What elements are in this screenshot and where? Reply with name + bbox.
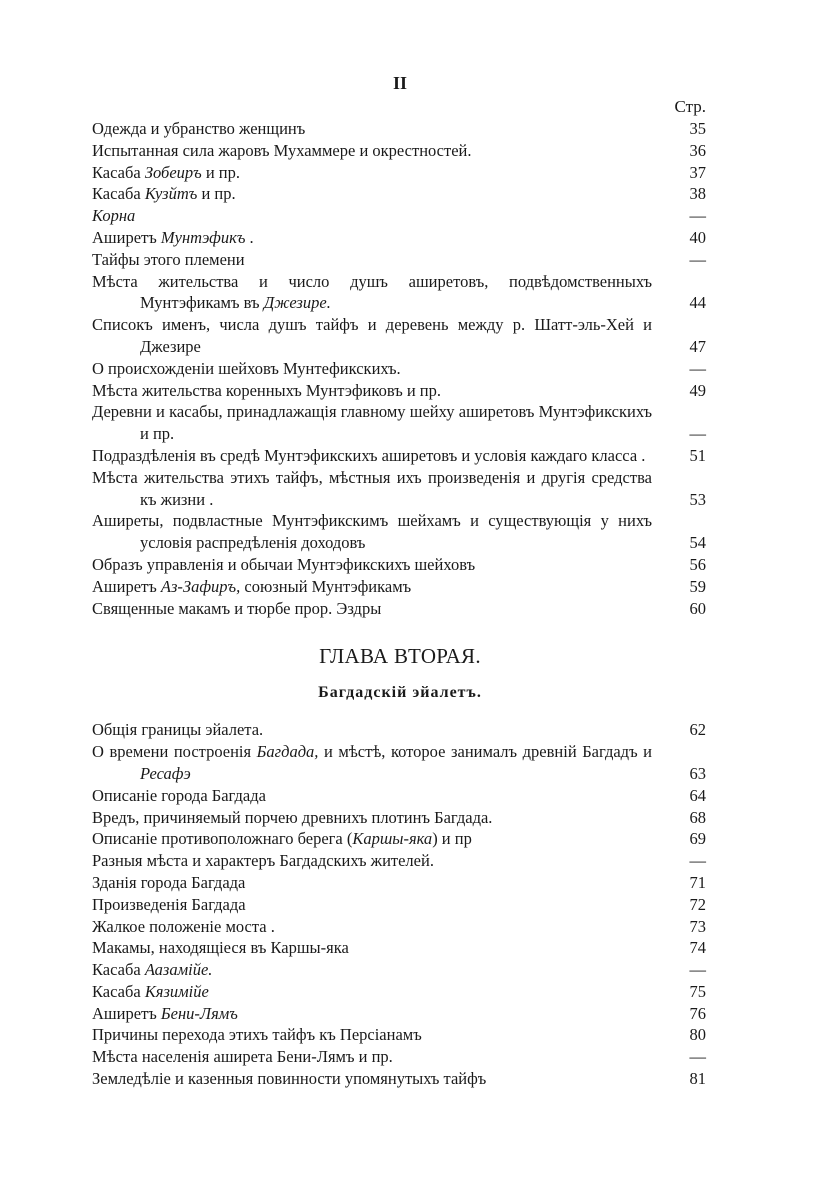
toc-entry: [92, 741, 708, 785]
toc-entry-text: Списокъ именъ, числа душъ тайфъ и деревень между р. Шатт-эль-Хей и Джезире: [92, 315, 652, 356]
toc-entry-title: [92, 162, 666, 184]
toc-entry-text: Аширетъ: [92, 576, 161, 596]
toc-entry-italic-text: Джезире.: [263, 293, 331, 313]
toc-entry-page: 44: [689, 293, 706, 313]
toc-entry-page: 51: [689, 445, 706, 465]
toc-entry: [92, 314, 708, 358]
toc-entry-text: Испытанная сила жаровъ Мухаммере и окрестностей.: [92, 140, 472, 160]
toc-entry-page: —: [689, 1047, 706, 1067]
toc-entry-title: [92, 1003, 666, 1025]
toc-entry-page: 54: [689, 533, 706, 553]
toc-entry-title: [92, 271, 666, 315]
toc-entry: [92, 828, 708, 850]
toc-entry-title: [92, 981, 666, 1003]
toc-entry-italic-text: Ресафэ: [140, 763, 191, 783]
toc-entry-title: [92, 445, 666, 467]
toc-entry-text: и пр.: [201, 162, 240, 182]
toc-entry-text: Подраздѣленія въ средѣ Мунтэфикскихъ аширетовъ и условія каждаго класса .: [92, 445, 646, 465]
toc-entry-page: 71: [689, 872, 706, 892]
toc-entry-page: 73: [689, 916, 706, 936]
document-page: [92, 70, 708, 1090]
toc-list-part2: [92, 719, 708, 1090]
toc-entry-title: [92, 401, 666, 445]
toc-entry-title: [92, 467, 666, 511]
toc-entry: [92, 959, 708, 981]
toc-entry-text: Аширеты, подвластные Мунтэфикскимъ шейхамъ и существующія у нихъ условія распредѣленія доходовъ: [92, 511, 652, 553]
toc-entry: [92, 719, 708, 741]
toc-entry-page: 47: [689, 336, 706, 356]
toc-entry-page: 36: [689, 140, 706, 160]
toc-entry-italic-text: Кузйтъ: [144, 184, 198, 204]
toc-entry: [92, 1003, 708, 1025]
toc-entry-page: 74: [689, 938, 706, 958]
toc-entry-page: 56: [689, 554, 706, 574]
toc-entry-title: [92, 183, 666, 205]
toc-entry: [92, 271, 708, 315]
toc-entry: [92, 205, 708, 227]
toc-entry-text: Касаба: [92, 981, 145, 1001]
toc-entry: [92, 554, 708, 576]
toc-entry-text: Касаба: [92, 162, 145, 182]
toc-entry-text: Произведенія Багдада: [92, 894, 246, 914]
toc-entry-text: Касаба: [92, 960, 145, 980]
section-title: Багдадскій эйалетъ.: [318, 684, 482, 702]
toc-entry-page: —: [689, 424, 706, 444]
toc-entry-italic-text: Аз-Зафиръ,: [160, 576, 241, 596]
toc-entry-title: [92, 937, 666, 959]
toc-entry-page: 62: [689, 720, 706, 740]
toc-entry-title: [92, 205, 666, 227]
toc-entry-title: [92, 807, 666, 829]
toc-entry-page: —: [689, 206, 706, 226]
toc-entry-page: 72: [689, 894, 706, 914]
toc-entry-page: 63: [689, 763, 706, 783]
toc-entry-text: Земледѣліе и казенныя повинности упомянутыхъ тайфъ: [92, 1069, 487, 1089]
toc-entry: [92, 1024, 708, 1046]
toc-entry-text: Священные макамъ и тюрбе прор. Эздры: [92, 598, 382, 618]
toc-entry-italic-text: Мунтэфикъ: [160, 227, 246, 247]
toc-entry: [92, 850, 708, 872]
toc-entry-title: [92, 140, 666, 162]
toc-entry-title: [92, 598, 666, 620]
toc-entry-title: [92, 894, 666, 916]
toc-entry-text: ) и пр: [432, 829, 472, 849]
toc-entry: [92, 227, 708, 249]
toc-entry-text: Мѣста жительства этихъ тайфъ, мѣстныя ихъ произведенія и другія средства къ жизни .: [92, 467, 652, 509]
toc-entry-text: О времени построенія: [92, 742, 257, 762]
toc-entry: [92, 1046, 708, 1068]
toc-entry-italic-text: Каршы-яка: [352, 829, 433, 849]
toc-entry: [92, 249, 708, 271]
toc-entry: [92, 872, 708, 894]
toc-entry-title: [92, 850, 666, 872]
toc-entry-page: 38: [689, 184, 706, 204]
toc-entry-page: 60: [689, 598, 706, 618]
toc-entry-title: [92, 719, 666, 741]
toc-entry-page: 76: [689, 1003, 706, 1023]
toc-entry: [92, 916, 708, 938]
toc-entry-text: Одежда и убранство женщинъ: [92, 119, 306, 138]
toc-entry: [92, 140, 708, 162]
toc-entry-title: [92, 510, 666, 554]
toc-entry: [92, 358, 708, 380]
toc-entry-italic-text: Аазамійе.: [144, 960, 213, 980]
toc-entry: [92, 894, 708, 916]
toc-entry-title: [92, 1068, 666, 1090]
toc-entry-page: 40: [689, 227, 706, 247]
toc-entry-text: О происхожденіи шейховъ Мунтефикскихъ.: [92, 358, 401, 378]
toc-entry-title: [92, 118, 666, 140]
toc-entry-title: [92, 1046, 666, 1068]
toc-entry-text: Касаба: [92, 184, 145, 204]
toc-entry-text: .: [245, 227, 254, 247]
toc-entry-page: 81: [689, 1069, 706, 1089]
toc-entry-italic-text: Багдада,: [256, 742, 319, 762]
toc-entry: [92, 785, 708, 807]
toc-entry-text: Описаніе города Багдада: [92, 785, 266, 805]
toc-entry-title: [92, 554, 666, 576]
toc-entry-title: [92, 1024, 666, 1046]
toc-entry-page: 53: [689, 489, 706, 509]
toc-entry: [92, 576, 708, 598]
toc-entry-text: союзный Мунтэфикамъ: [240, 576, 412, 596]
toc-entry-page: 68: [689, 807, 706, 827]
toc-entry-text: Вредъ, причиняемый порчею древнихъ плотинъ Багдада.: [92, 807, 493, 827]
toc-entry-text: Причины перехода этихъ тайфъ къ Персіанамъ: [92, 1025, 422, 1045]
toc-entry-text: Деревни и касабы, принадлажащія главному шейху аширетовъ Мунтэфикскихъ и пр.: [92, 402, 652, 444]
toc-entry-page: 69: [689, 829, 706, 849]
toc-entry: [92, 183, 708, 205]
toc-entry-title: [92, 916, 666, 938]
toc-entry-text: Мѣста жительства коренныхъ Мунтэфиковъ и пр.: [92, 380, 442, 400]
toc-entry-page: 35: [689, 119, 706, 138]
toc-entry-text: Разныя мѣста и характеръ Багдадскихъ жителей.: [92, 851, 434, 871]
toc-entry: [92, 162, 708, 184]
toc-entry-title: [92, 576, 666, 598]
toc-entry-text: Тайфы этого племени: [92, 249, 245, 269]
toc-entry-text: и пр.: [197, 184, 236, 204]
page-number: II: [392, 73, 407, 93]
toc-entry-text: Аширетъ: [92, 227, 161, 247]
toc-entry-page: —: [689, 851, 706, 871]
toc-entry: [92, 937, 708, 959]
toc-entry-text: Жалкое положеніе моста .: [92, 916, 275, 936]
toc-entry-text: Макамы, находящіеся въ Каршы-яка: [92, 938, 349, 958]
toc-entry-page: 64: [689, 785, 706, 805]
toc-entry-italic-text: Бени-Лямъ: [160, 1003, 238, 1023]
toc-list-part1: [92, 118, 708, 619]
toc-entry: [92, 598, 708, 620]
toc-entry-page: —: [689, 249, 706, 269]
toc-entry-italic-text: Корна: [92, 206, 136, 226]
toc-entry-title: [92, 785, 666, 807]
toc-entry: [92, 445, 708, 467]
toc-entry-page: 80: [689, 1025, 706, 1045]
toc-entry-italic-text: Кязимійе: [144, 981, 209, 1001]
toc-entry-title: [92, 227, 666, 249]
toc-entry-page: 59: [689, 576, 706, 596]
toc-entry-title: [92, 741, 666, 785]
toc-entry-title: [92, 872, 666, 894]
toc-entry-page: 75: [689, 981, 706, 1001]
toc-entry-text: Образъ управленія и обычаи Мунтэфикскихъ шейховъ: [92, 554, 476, 574]
toc-entry-page: 37: [689, 162, 706, 182]
toc-entry-text: Общія границы эйалета.: [92, 720, 264, 740]
toc-entry-title: [92, 380, 666, 402]
toc-entry: [92, 401, 708, 445]
toc-entry-page: 49: [689, 380, 706, 400]
toc-entry-page: —: [689, 358, 706, 378]
toc-entry-text: и мѣстѣ, которое занималъ древній Багдадъ и: [318, 742, 652, 762]
toc-entry-title: [92, 358, 666, 380]
toc-entry-title: [92, 249, 666, 271]
toc-entry-italic-text: Зобеиръ: [144, 162, 202, 182]
toc-entry: [92, 981, 708, 1003]
page-column-header: Стр.: [674, 97, 706, 116]
toc-entry-text: Мѣста жительства и число душъ аширетовъ, подвѣдомственныхъ Мунтэфикамъ въ: [92, 271, 652, 313]
toc-entry: [92, 467, 708, 511]
toc-entry-text: Зданія города Багдада: [92, 872, 246, 892]
toc-entry: [92, 380, 708, 402]
chapter-title: ГЛАВА ВТОРАЯ.: [319, 644, 481, 669]
toc-entry-title: [92, 959, 666, 981]
toc-entry: [92, 510, 708, 554]
toc-entry-title: [92, 314, 666, 358]
toc-entry-text: Мѣста населенія аширета Бени-Лямъ и пр.: [92, 1047, 393, 1067]
toc-entry-text: Аширетъ: [92, 1003, 161, 1023]
toc-entry: [92, 118, 708, 140]
toc-entry-page: —: [689, 960, 706, 980]
toc-entry-text: Описаніе противоположнаго берега (: [92, 829, 353, 849]
toc-entry: [92, 1068, 708, 1090]
toc-entry: [92, 807, 708, 829]
toc-entry-title: [92, 828, 666, 850]
